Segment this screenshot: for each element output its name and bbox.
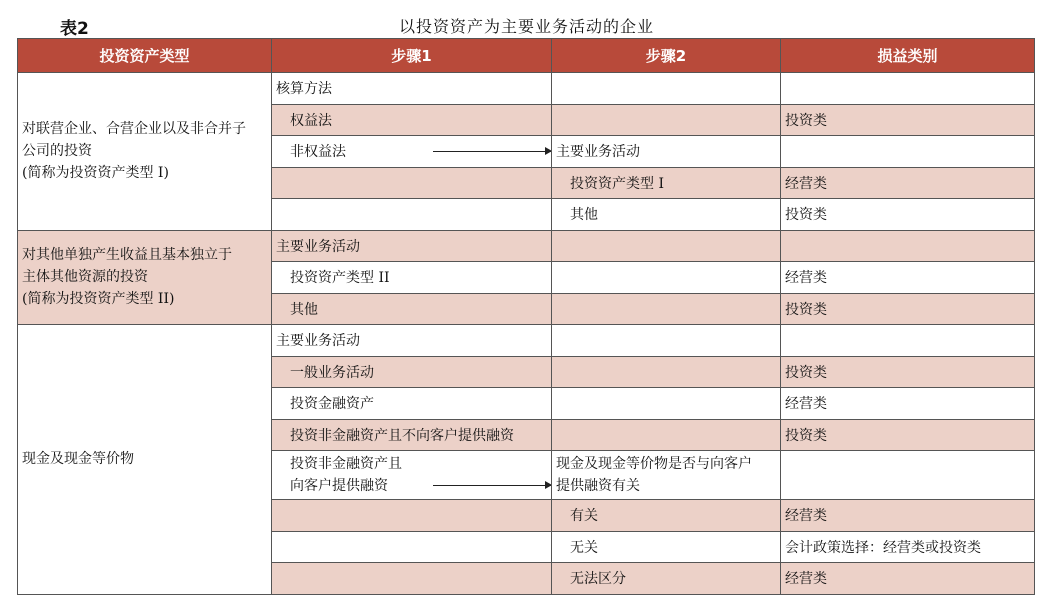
header-step2: 步骤2 [552,39,781,73]
step1-cell [272,199,552,231]
step2-cell: 主要业务活动 [552,136,781,168]
table-row [18,73,1035,105]
table-caption [0,12,1053,38]
step2-cell: 其他 [552,199,781,231]
pl-cell: 投资类 [781,419,1035,451]
step1-cell: 一般业务活动 [272,356,552,388]
pl-cell: 投资类 [781,104,1035,136]
arrow-right-icon [433,151,551,152]
classification-table [17,38,1035,595]
pl-cell [781,73,1035,105]
step2-cell: 无法区分 [552,563,781,595]
step1-cell: 投资金融资产 [272,388,552,420]
step2-cell [552,388,781,420]
pl-cell [781,451,1035,500]
step1-cell: 主要业务活动 [272,230,552,262]
header-pl-category: 损益类别 [781,39,1035,73]
step1-cell: 非权益法 [272,136,552,168]
pl-cell [781,325,1035,357]
step2-cell [552,293,781,325]
pl-cell [781,136,1035,168]
step2-cell: 有关 [552,500,781,532]
pl-cell: 会计政策选择：经营类或投资类 [781,531,1035,563]
step2-cell: 无关 [552,531,781,563]
step2-cell [552,419,781,451]
step1-cell [272,563,552,595]
pl-cell: 投资类 [781,199,1035,231]
header-asset-type: 投资资产类型 [18,39,272,73]
table-title: 以投资资产为主要业务活动的企业 [398,17,654,36]
pl-cell: 投资类 [781,356,1035,388]
table-row [18,230,1035,262]
step2-cell: 现金及现金等价物是否与向客户 提供融资有关 [552,451,781,500]
step1-cell: 投资资产类型 II [272,262,552,294]
pl-cell: 经营类 [781,388,1035,420]
step1-cell: 投资非金融资产且不向客户提供融资 [272,419,552,451]
pl-cell: 经营类 [781,262,1035,294]
header-step1: 步骤1 [272,39,552,73]
step1-cell [272,500,552,532]
step2-cell [552,356,781,388]
step2-cell [552,230,781,262]
step1-cell [272,167,552,199]
table-number: 表2 [60,19,89,39]
asset-type-group2: 对其他单独产生收益且基本独立于 主体其他资源的投资 (简称为投资资产类型 II) [18,230,272,325]
header-row [18,39,1035,73]
step1-cell: 投资非金融资产且 向客户提供融资 [272,451,552,500]
step1-cell [272,531,552,563]
step1-cell: 其他 [272,293,552,325]
pl-cell: 经营类 [781,500,1035,532]
step2-cell [552,104,781,136]
step2-cell [552,262,781,294]
pl-cell [781,230,1035,262]
step2-cell [552,73,781,105]
step2-cell: 投资资产类型 I [552,167,781,199]
step2-cell [552,325,781,357]
arrow-right-icon [433,485,551,486]
step1-cell: 核算方法 [272,73,552,105]
pl-cell: 投资类 [781,293,1035,325]
asset-type-group3: 现金及现金等价物 [18,325,272,595]
pl-cell: 经营类 [781,563,1035,595]
pl-cell: 经营类 [781,167,1035,199]
asset-type-group1: 对联营企业、合营企业以及非合并子 公司的投资 (简称为投资资产类型 I) [18,73,272,231]
table-row [18,325,1035,357]
step1-cell: 权益法 [272,104,552,136]
step1-cell: 主要业务活动 [272,325,552,357]
